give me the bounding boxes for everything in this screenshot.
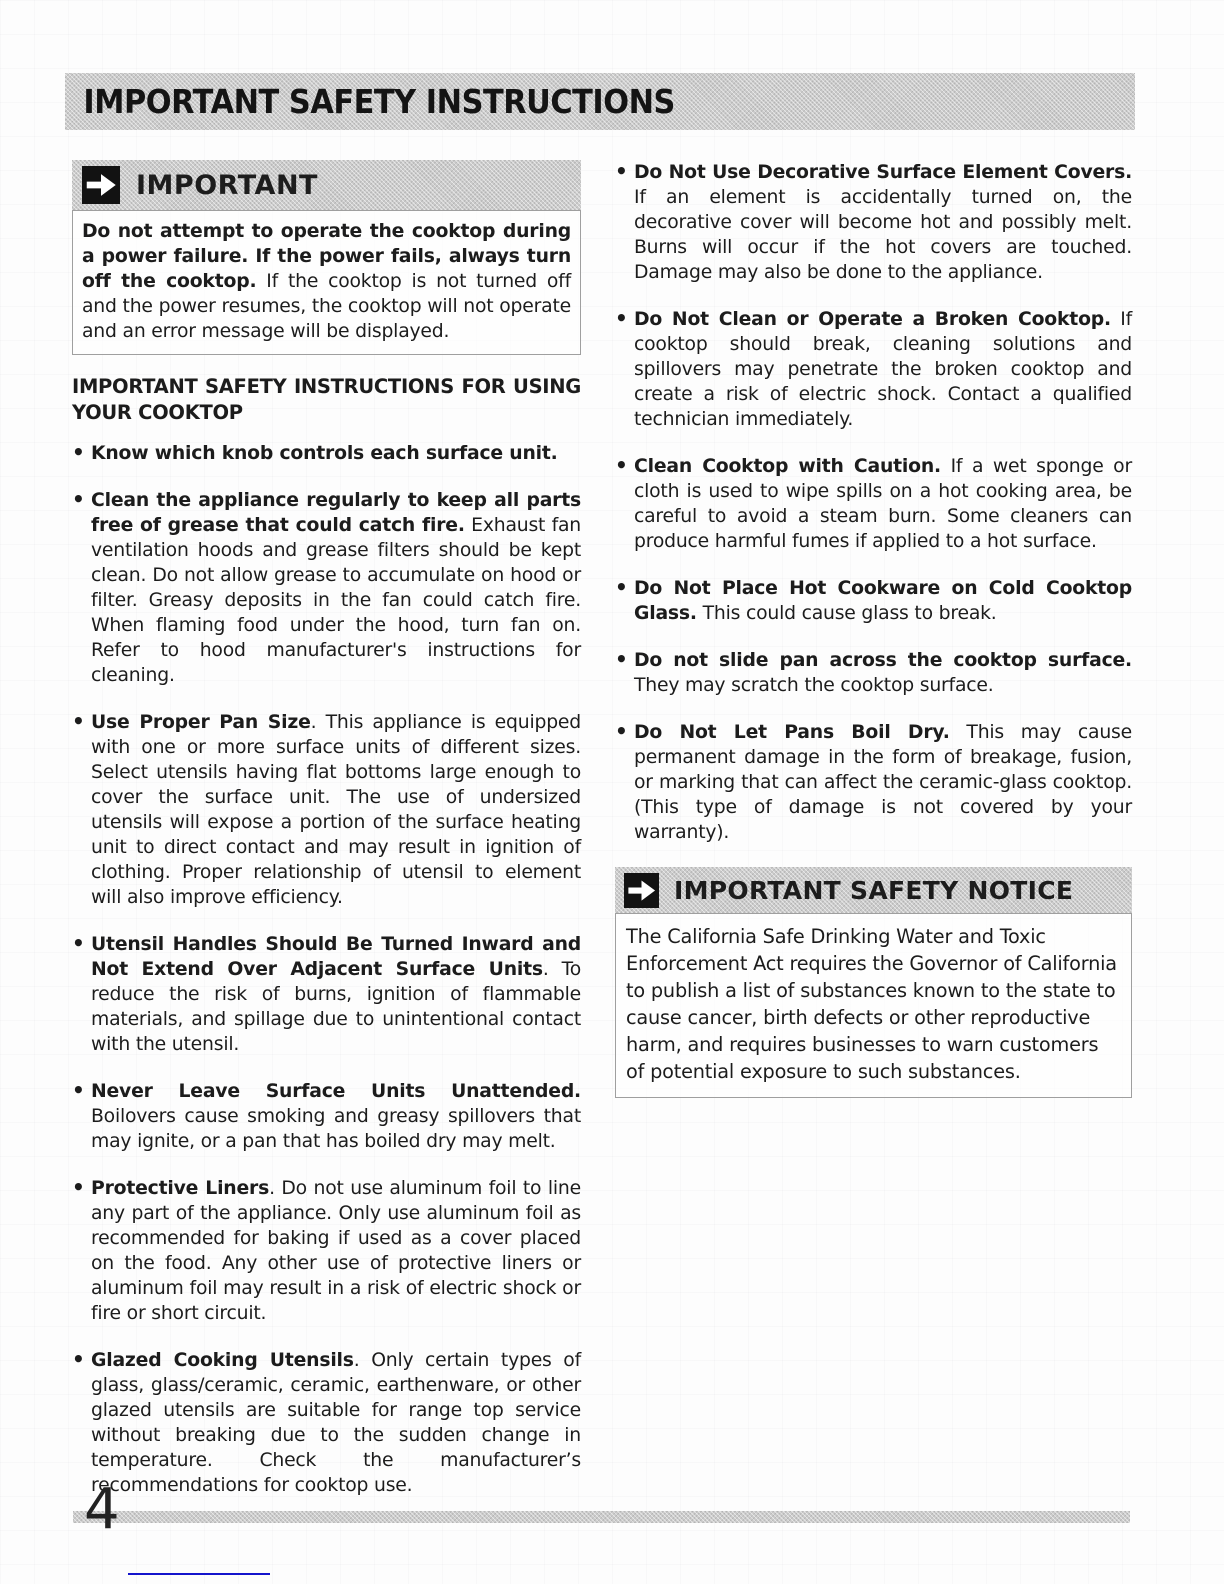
safety-instruction-item [615,454,1132,554]
instruction-body-text: . This appliance is equipped with one or more surface units of different sizes. Select utensils having flat bottoms large enough to cover the surface unit. The use of undersized utensils will expose a portion of the surface heating unit to direct contact and may result in ignition of clothing. Proper relationship of utensil to element will also improve efficiency. [91,712,581,908]
arrow-right-icon [82,166,120,204]
instruction-lead-text: Know which knob controls each surface unit. [91,443,558,464]
instruction-body-text: If a wet sponge or cloth is used to wipe spills on a hot cooking area, be careful to avoid a steam burn. Some cleaners can produce harmful fumes if applied to a hot surface. [634,456,1132,552]
instruction-lead-text: Do not slide pan across the cooktop surface. [634,650,1132,671]
instruction-lead-text: Clean the appliance regularly to keep all parts free of grease that could catch fire. [91,490,581,536]
instruction-body-text: Boilovers cause smoking and greasy spillovers that may ignite, or a pan that has boiled dry may melt. [91,1106,581,1152]
instruction-lead-text: Utensil Handles Should Be Turned Inward and Not Extend Over Adjacent Surface Units [91,934,581,980]
important-box-header [72,160,581,210]
page-title-banner [65,73,1135,130]
instruction-body-text: This could cause glass to break. [696,603,997,624]
instruction-body-text: If cooktop should break, cleaning solutions and spillovers may penetrate the broken cooktop and create a risk of electric shock. Contact a qualified technician immediately. [634,309,1132,430]
safety-instruction-item [615,576,1132,626]
safety-instruction-item [72,1348,581,1498]
instruction-lead-text: Do Not Place Hot Cookware on Cold Cooktop Glass. [634,578,1132,624]
right-column [615,160,1132,1520]
instruction-lead-text: Clean Cooktop with Caution. [634,456,941,477]
instruction-lead-text: Do Not Use Decorative Surface Element Covers. [634,162,1132,183]
page-number: 4 [84,1477,120,1542]
page-title: IMPORTANT SAFETY INSTRUCTIONS [83,82,675,121]
instruction-body-text: . To reduce the risk of burns, ignition of flammable materials, and spillage due to unintentional contact with the utensil. [91,959,581,1055]
important-box-body-rest: If the cooktop is not turned off and the power resumes, the cooktop will not operate and an error message will be displayed. [82,271,572,342]
left-safety-bullet-list [72,441,581,1498]
safety-instruction-item [72,1176,581,1326]
left-column [72,160,581,1520]
instruction-lead-text: Never Leave Surface Units Unattended. [91,1081,581,1102]
instruction-lead-text: Do Not Clean or Operate a Broken Cooktop. [634,309,1111,330]
safety-notice-body: The California Safe Drinking Water and Toxic Enforcement Act requires the Governor of California to publish a list of substances known to the state to cause cancer, birth defects or other reproductive harm, and requires businesses to warn customers of potential exposure to such substances. [615,913,1132,1098]
important-box-body-bold: Do not attempt to operate the cooktop during a power failure. If the power fails, always turn off the cooktop. [82,221,571,292]
important-box-body [72,210,581,355]
safety-instruction-item [72,1079,581,1154]
safety-instruction-item [615,648,1132,698]
page-content [72,160,1132,1520]
safety-instruction-item [615,720,1132,845]
instruction-body-text: . Do not use aluminum foil to line any part of the appliance. Only use aluminum foil as recommended for baking if used as a cover placed on the food. Any other use of protective liners or aluminum foil may result in a risk of electric shock or fire or short circuit. [91,1178,581,1324]
footer-divider [73,1511,1130,1523]
instruction-body-text: They may scratch the cooktop surface. [634,675,994,696]
safety-notice-header [615,867,1132,913]
instruction-body-text: This may cause permanent damage in the form of breakage, fusion, or marking that can affect the ceramic-glass cooktop. (This type of damage is not covered by your warranty). [634,722,1132,843]
safety-instruction-item [615,307,1132,432]
safety-instruction-item [72,710,581,910]
arrow-right-icon [624,873,659,908]
instruction-body-text: If an element is accidentally turned on, the decorative cover will become hot and possibly melt. Burns will occur if the hot covers are touched. Damage may also be done to the appliance. [634,187,1132,283]
instruction-lead-text: Glazed Cooking Utensils [91,1350,354,1371]
important-box-title: IMPORTANT [136,169,318,201]
instruction-body-text: Exhaust fan ventilation hoods and grease filters should be kept clean. Do not allow grease to accumulate on hood or filter. Greasy deposits in the fan could catch fire. When flaming food under the hood, turn fan on. Refer to hood manufacturer's instructions for cleaning. [91,515,581,686]
section-heading: IMPORTANT SAFETY INSTRUCTIONS FOR USING YOUR COOKTOP [72,375,581,424]
safety-notice-box [615,867,1132,1098]
footer-link-underline [128,1573,270,1575]
safety-instruction-item [72,488,581,688]
safety-instruction-item [615,160,1132,285]
instruction-body-text: . Only certain types of glass, glass/ceramic, ceramic, earthenware, or other glazed utensils are suitable for range top service without breaking due to the sudden change in temperature. Check the manufacturer’s recommendations for cooktop use. [91,1350,581,1496]
safety-instruction-item [72,441,581,466]
right-safety-bullet-list [615,160,1132,845]
instruction-lead-text: Do Not Let Pans Boil Dry. [634,722,950,743]
instruction-lead-text: Use Proper Pan Size [91,712,311,733]
safety-instruction-item [72,932,581,1057]
safety-notice-title: IMPORTANT SAFETY NOTICE [674,875,1074,905]
instruction-lead-text: Protective Liners [91,1178,270,1199]
important-box [72,160,581,355]
